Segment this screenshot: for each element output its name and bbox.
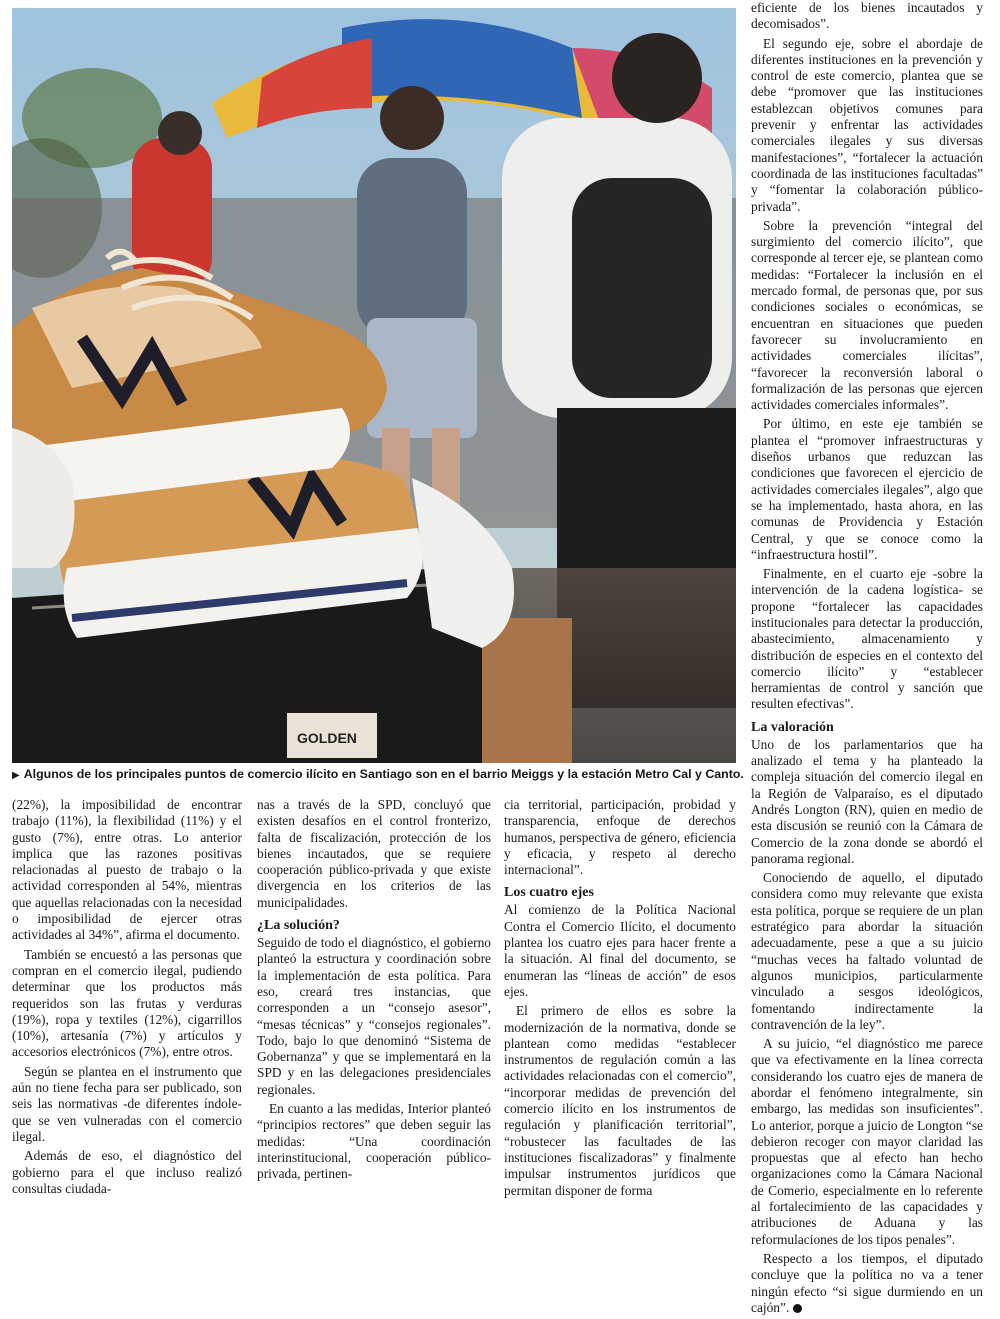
paragraph: El primero de ellos es sobre la modernización de la normativa, donde se plantean como medidas “establecer instrumentos de regulación común a las actividades relacionadas con el comercio”, “incorporar medidas de prevención del comercio ilícito en los instrumentos de regulación y planificación territorial”, “robustecer las facultades de las instituciones fiscalizadoras” y finalmente impulsar instrumentos jurídicos que permitan disponer de forma <box>504 1003 736 1198</box>
paragraph: A su juicio, “el diagnóstico me parece que va efectivamente en la línea correcta considerando los cuatro ejes de manera de abordar el fenómeno integralmente, sin embargo, las medidas son insuficientes”. Lo anterior, porque a juicio de Longton “se debieron recoger con mayor claridad las propuestas que al efecto han hecho organizaciones como la Cámara Nacional de Comerio, especialmente en lo referente al fortalecimiento de las capacidades y atribuciones de Aduana y las reformulaciones de los tipos penales”. <box>751 1036 983 1247</box>
text-column-4 <box>751 0 983 1319</box>
paragraph: Por último, en este eje también se plantea el “promover infraestructuras y diseños urbanos que reduzcan las condiciones que favorecen el ejercicio de actividades comerciales ilegales”, algo que se ha implementado, hasta ahora, en las comunas de Providencia y Estación Central, y que se conoce como la “infraestructura hostil”. <box>751 416 983 562</box>
end-of-article-icon <box>793 1304 802 1313</box>
section-heading: Los cuatro ejes <box>504 885 594 901</box>
text-column-3 <box>504 797 736 1202</box>
paragraph: (22%), la imposibilidad de encontrar trabajo (11%), la flexibilidad (11%) y el gusto (7%), entre otras. Lo anterior implica que las razones positivas relacionadas al puesto de trabajo o la actividad corresponden al 54%, mientras que aquellas relacionadas con la necesidad o imposibilidad de ejercer otras actividades al 34%”, afirma el documento. <box>12 797 242 943</box>
paragraph: Finalmente, en el cuarto eje -sobre la intervención de la cadena logística- se propone “fortalecer las capacidades institucionales para detectar la producción, abastecimiento, almacenamiento y distribución de especies en el contexto del comercio ilícito” y “establecer herramientas de control y sanción que resulten efectivas”. <box>751 566 983 712</box>
paragraph: También se encuestó a las personas que compran en el comercio ilegal, pudiendo determinar que los productos más requeridos son las frutas y verduras (19%), ropa y textiles (12%), cigarrillos (10%), artesanía (7%) y artículos y accesorios electrónicos (7%), entre otros. <box>12 946 242 1060</box>
paragraph-text: Respecto a los tiempos, el diputado concluye que la política no va a tener ningún efecto “si sigue durmiendo en un cajón”. <box>751 1250 983 1315</box>
paragraph: El segundo eje, sobre el abordaje de diferentes instituciones en la prevención y control de este comercio, plantea que se debe “promover que las instituciones establezcan objetivos comunes para prevenir y enfrentar las actividades comerciales ilegales y sus diversas manifestaciones”, “fortalecer la actuación coordinada de las instituciones facultadas” y “fomentar la colaboración público-privada”. <box>751 35 983 214</box>
paragraph: Conociendo de aquello, el diputado considera como muy relevante que exista esta política, porque se requiere de un plan estratégico para abordar la situación adecuadamente, pese a que a su juicio “muchas veces ha faltado voluntad de algunos municipios, particularmente vinculado a sesgos ideológicos, fomentando indirectamente la contravención de la ley”. <box>751 870 983 1032</box>
box-label: GOLDEN <box>297 730 357 746</box>
paragraph: Según se plantea en el instrumento que aún no tiene fecha para ser publicado, son seis las normativas -de diferentes índole- que se ven vulneradas con el comercio ilegal. <box>12 1063 242 1144</box>
paragraph: cia territorial, participación, probidad y transparencia, enfoque de derechos humanos, perspectiva de género, eficiencia y eficacia, y respeto al derecho internacional”. <box>504 797 736 878</box>
street-market-sneakers-photo <box>12 8 736 763</box>
paragraph: eficiente de los bienes incautados y decomisados”. <box>751 0 983 32</box>
caption-text: Algunos de los principales puntos de comercio ilícito en Santiago son en el barrio Meiggs y la estación Metro Cal y Canto. <box>23 767 744 781</box>
paragraph: Sobre la prevención “integral del surgimiento del comercio ilícito”, que corresponde al tercer eje, se plantean como medidas: “Fortalecer la inclusión en el mercado formal, de personas que, por sus condiciones sociales o económicas, se encuentran en situaciones que pueden favorecer su involucramiento en actividades comerciales ilícitas”, “favorecer la reconversión laboral o formalización de las personas que ejercen actividades comerciales informales”. <box>751 217 983 413</box>
paragraph: Además de eso, el diagnóstico del gobierno para el que incluso realizó consultas ciudada- <box>12 1148 242 1196</box>
text-column-2 <box>257 797 491 1186</box>
caption-triangle-icon: ▶ <box>12 770 20 781</box>
paragraph: Al comienzo de la Política Nacional Contra el Comercio Ilícito, el documento plantea los cuatro ejes para hacer frente a la situación. Al final del documento, se enumeran las “líneas de acción” de esos ejes. <box>504 902 736 999</box>
photo-caption <box>12 766 744 784</box>
paragraph-final <box>751 1251 983 1316</box>
section-heading: La valoración <box>751 719 834 735</box>
article-photo <box>12 8 736 763</box>
section-heading: ¿La solución? <box>257 918 340 934</box>
paragraph: nas a través de la SPD, concluyó que existen desafíos en el control fronterizo, falta de fiscalización, protección de los bienes incautados, que se requiere cooperación público-privada y que existe divergencia en los criterios de las municipalidades. <box>257 797 491 910</box>
paragraph: Uno de los parlamentarios que ha analizado el tema y ha planteado la compleja situación del comercio ilegal en la Región de Valparaíso, es el diputado Andrés Longton (RN), quien en medio de esta discusión se reunió con la Cámara de Comercio de la zona donde se abordó el panorama regional. <box>751 736 983 866</box>
paragraph: En cuanto a las medidas, Interior planteó “principios rectores” que deben seguir las medidas: “Una coordinación interinstitucional, cooperación público-privada, pertinen- <box>257 1101 491 1182</box>
paragraph: Seguido de todo el diagnóstico, el gobierno planteó la estructura y coordinación sobre la implementación de esta política. Para eso, creará tres instancias, que corresponden a un “consejo asesor”, “mesas técnicas” y “consejos regionales”. Todo, bajo lo que denominó “Sistema de Gobernanza” y que se implementará en la SPD y en las delegaciones presidenciales regionales. <box>257 935 491 1097</box>
text-column-1 <box>12 797 242 1200</box>
